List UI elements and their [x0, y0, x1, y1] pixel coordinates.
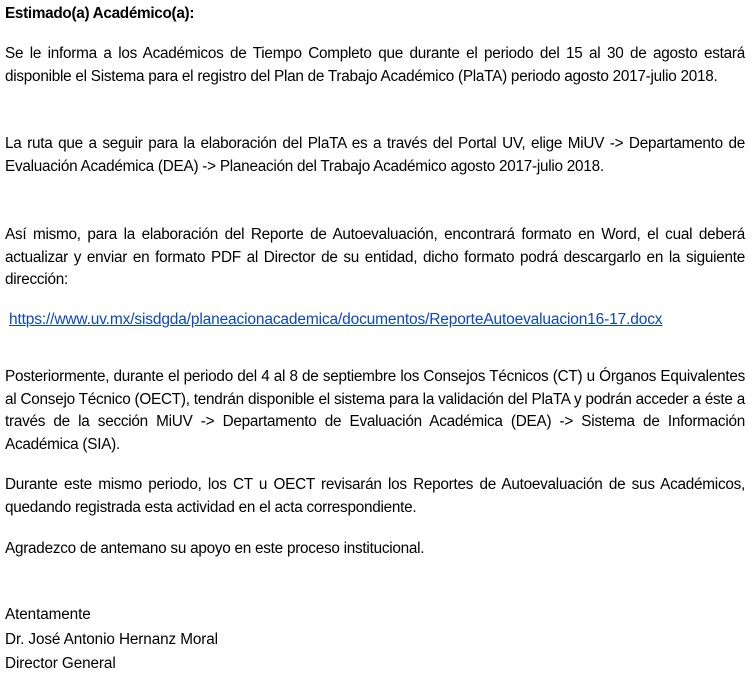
paragraph-self-evaluation-report: Así mismo, para la elaboración del Reporte de Autoevaluación, encontrará formato en Word, el cual deberá actualizar y enviar en formato PDF al Director de su entidad, dicho formato podrá descargarlo en la siguiente dirección:	[5, 226, 745, 289]
signer-name: Dr. José Antonio Hernanz Moral	[5, 630, 218, 648]
link-container	[9, 309, 745, 331]
paragraph-report-review: Durante este mismo periodo, los CT u OECT revisarán los Reportes de Autoevaluación de sus Académicos, quedando registrada esta actividad en el acta correspondiente.	[5, 476, 745, 516]
closing-salutation: Atentamente	[5, 606, 91, 623]
paragraph-plata-registration: Se le informa a los Académicos de Tiempo Completo que durante el periodo del 15 al 30 de agosto estará disponible el Sistema para el registro del Plan de Trabajo Académico (PlaTA) periodo agosto 2017-julio 2018.	[5, 45, 745, 85]
greeting-heading: Estimado(a) Académico(a):	[5, 5, 195, 22]
report-download-link[interactable]: https://www.uv.mx/sisdgda/planeacionacademica/documentos/ReporteAutoevaluacion16-17.docx	[9, 311, 663, 328]
signer-title: Director General	[5, 655, 116, 672]
paragraph-validation-period: Posteriormente, durante el periodo del 4 al 8 de septiembre los Consejos Técnicos (CT) u Órganos Equivalentes al Consejo Técnico (OECT), tendrán disponible el sistema para la validación del PlaTA y podrán acceder a éste a través de la sección MiUV -> Departamento de Evaluación Académica (DEA) -> Sistema de Información Académica (SIA).	[5, 368, 745, 453]
paragraph-plata-route: La ruta que a seguir para la elaboración del PlaTA es a través del Portal UV, elige MiUV -> Departamento de Evaluación Académica (DEA) -> Planeación del Trabajo Académico agosto 2017-julio 2018.	[5, 135, 745, 175]
signature-block	[5, 603, 218, 677]
paragraph-thanks: Agradezco de antemano su apoyo en este proceso institucional.	[5, 540, 425, 557]
